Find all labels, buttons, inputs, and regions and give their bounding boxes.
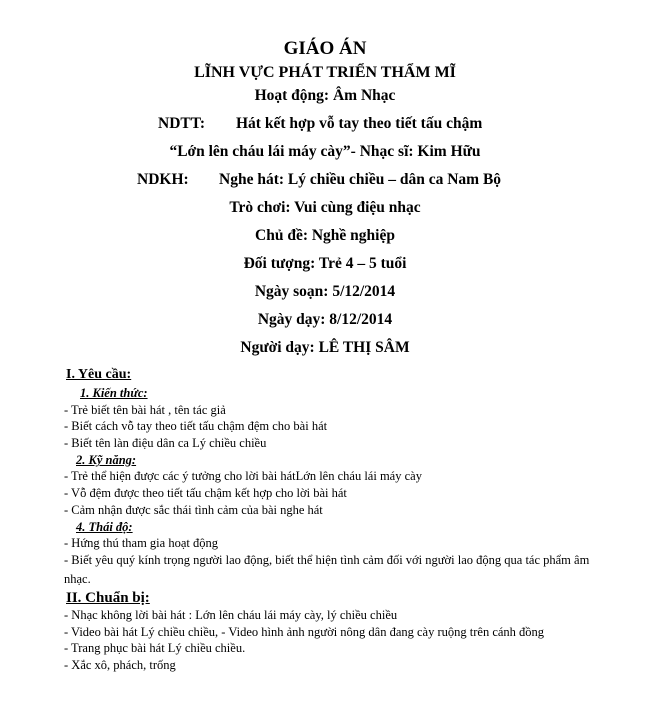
document-title: GIÁO ÁN [283,38,367,59]
knowledge-item: - Trẻ biết tên bài hát , tên tác giả [64,403,226,417]
skills-heading: 2. Kỹ năng: [76,453,137,467]
skills-item: - Trẻ thể hiện được các ý tưởng cho lời bài hátLớn lên cháu lái máy cày [64,469,422,483]
preparation-item: - Xắc xô, phách, trống [64,658,176,672]
knowledge-heading: 1. Kiến thức: [80,386,148,400]
ndtt-label: NDTT: [158,115,206,132]
preparation-item: - Trang phục bài hát Lý chiều chiều. [64,641,246,655]
teacher-line: Người dạy: LÊ THỊ SÂM [240,339,410,356]
teaching-date: Ngày dạy: 8/12/2014 [257,311,393,328]
ndtt-value: Hát kết hợp vỗ tay theo tiết tấu chậm [236,115,483,132]
prepared-date: Ngày soạn: 5/12/2014 [254,283,396,300]
knowledge-item: - Biết tên làn điệu dân ca Lý chiều chiều [64,436,267,450]
game-line: Trò chơi: Vui cùng điệu nhạc [229,199,421,216]
attitude-item-wrapped: - Biết yêu quý kính trọng người lao động, biết thể hiện tình cảm đối với người lao động qua tác phẩm âm nhạc. [64,553,590,586]
activity-heading: Hoạt động: Âm Nhạc [254,87,396,104]
ndkh-value: Nghe hát: Lý chiều chiều – dân ca Nam Bộ [219,171,502,188]
skills-item: - Cảm nhận được sắc thái tình cảm của bài nghe hát [64,503,323,517]
section1-heading: I. Yêu cầu: [66,367,132,382]
attitude-item: - Hứng thú tham gia hoạt động [64,536,218,550]
field-heading: LĨNH VỰC PHÁT TRIỂN THẨM MĨ [194,64,456,81]
knowledge-item: - Biết cách vỗ tay theo tiết tấu chậm đệm cho bài hát [64,419,328,433]
section2-heading: II. Chuẩn bị: [66,590,150,606]
topic-line: Chủ đề: Nghề nghiệp [255,227,395,244]
target-line: Đối tượng: Trẻ 4 – 5 tuổi [243,255,407,272]
ndkh-label: NDKH: [137,171,189,188]
skills-item: - Vỗ đệm được theo tiết tấu chậm kết hợp cho lời bài hát [64,486,347,500]
preparation-item: - Video bài hát Lý chiều chiều, - Video hình ảnh người nông dân đang cày ruộng trên cánh đồng [64,625,545,639]
song-line: “Lớn lên cháu lái máy cày”- Nhạc sĩ: Kim Hữu [169,143,481,160]
attitude-heading: 4. Thái độ: [76,520,133,534]
preparation-item: - Nhạc không lời bài hát : Lớn lên cháu lái máy cày, lý chiều chiều [64,608,398,622]
